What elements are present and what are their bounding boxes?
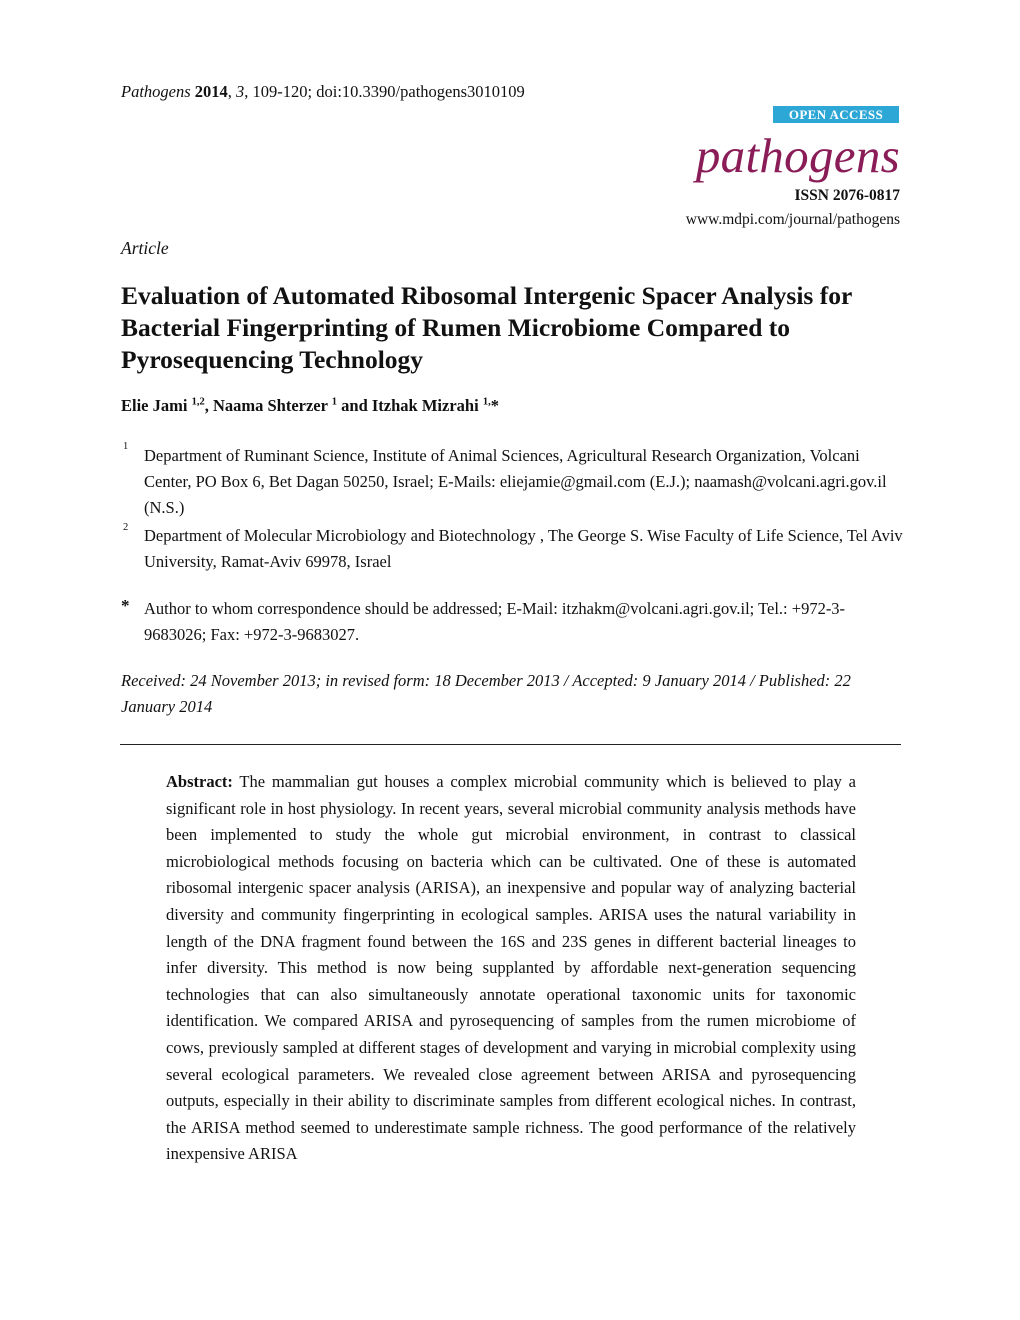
open-access-badge: OPEN ACCESS <box>773 106 899 123</box>
author-list <box>121 396 499 416</box>
author-affiliation-marker: 1, <box>482 396 491 408</box>
affiliation-text: Department of Ruminant Science, Institute of Animal Sciences, Agricultural Research Organization, Volcani Center, PO Box 6, Bet Dagan 50250, Israel; E-Mails: eliejamie@gmail.com (E.J.); naamash@volcani.agri.gov.il (N.S.) <box>144 446 887 517</box>
abstract-text: The mammalian gut houses a complex microbial community which is believed to play a significant role in host physiology. In recent years, several microbial community analysis methods have been implemented to study the whole gut microbial environment, in contrast to classical microbiological methods focusing on bacteria which can be cultivated. One of these is automated ribosomal intergenic spacer analysis (ARISA), an inexpensive and popular way of analyzing bacterial diversity and community fingerprinting in ecological samples. ARISA uses the natural variability in length of the DNA fragment found between the 16S and 23S genes in different bacterial lineages to infer diversity. This method is now being supplanted by affordable next-generation sequencing technologies that can also simultaneously annotate operational taxonomic units for taxonomic identification. We compared ARISA and pyrosequencing of samples from the rumen microbiome of cows, previously sampled at different stages of development and varying in microbial complexity using several ecological parameters. We revealed close agreement between ARISA and pyrosequencing outputs, especially in their ability to discriminate samples from different ecological niches. In contrast, the ARISA method seemed to underestimate sample richness. The good performance of the relatively inexpensive ARISA <box>166 772 856 1164</box>
affiliation-number: 2 <box>123 522 129 533</box>
author-separator: and <box>337 396 372 415</box>
issn: ISSN 2076-0817 <box>794 187 900 204</box>
affiliation-text: Department of Molecular Microbiology and Biotechnology , The George S. Wise Faculty of Life Science, Tel Aviv University, Ramat-Aviv 69978, Israel <box>144 526 903 571</box>
citation-journal: Pathogens <box>121 82 191 101</box>
article-type: Article <box>121 238 169 258</box>
journal-url[interactable]: www.mdpi.com/journal/pathogens <box>685 211 900 228</box>
corresponding-author-star: * <box>490 396 499 415</box>
citation-volume: 3 <box>236 82 245 101</box>
citation-pages-doi: , 109-120; doi:10.3390/pathogens3010109 <box>244 82 525 101</box>
author-separator: , <box>204 396 213 415</box>
divider <box>120 744 901 745</box>
citation-year: 2014 <box>194 82 228 101</box>
abstract <box>166 769 856 1168</box>
correspondence-star: * <box>121 596 130 615</box>
author-name: Naama Shterzer <box>212 396 328 415</box>
author-affiliation-marker: 1 <box>331 396 338 408</box>
publication-dates: Received: 24 November 2013; in revised form: 18 December 2013 / Accepted: 9 January 2014 / Published: 22 January 2014 <box>121 671 851 716</box>
paper-title: Evaluation of Automated Ribosomal Intergenic Spacer Analysis for Bacterial Fingerprinting of Rumen Microbiome Compared to Pyrosequencing Technology <box>121 281 852 374</box>
abstract-label: Abstract: <box>166 772 233 791</box>
citation-line: Pathogens 2014, 3, 109-120; doi:10.3390/pathogens3010109 <box>121 82 525 101</box>
correspondence-text: Author to whom correspondence should be addressed; E-Mail: itzhakm@volcani.agri.gov.il; Tel.: +972-3-9683026; Fax: +972-3-9683027. <box>144 599 846 644</box>
author-affiliation-marker: 1,2 <box>191 396 205 408</box>
author-name: Elie Jami <box>121 396 188 415</box>
affiliation-number: 1 <box>123 441 129 452</box>
journal-logo: pathogens <box>695 128 900 183</box>
author-name: Itzhak Mizrahi <box>371 396 479 415</box>
